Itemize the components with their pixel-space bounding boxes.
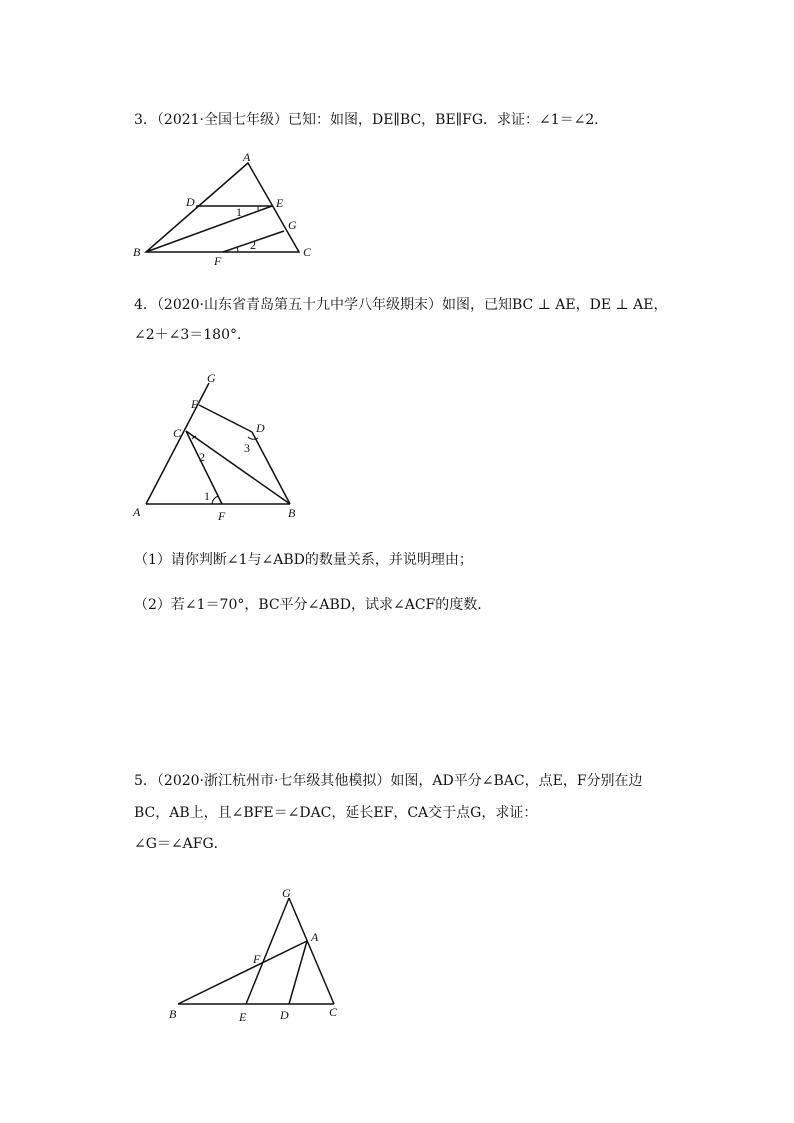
label-f: F [253, 952, 261, 966]
problem-4-statement-line-1: 4．（2020·山东省青岛第五十九中学八年级期末）如图，已知BC ⊥ AE，DE ⊥ AE， [134, 297, 668, 313]
label-a: A [311, 930, 319, 944]
label-d: D [256, 421, 265, 435]
label-f: F [218, 509, 226, 523]
label-b: B [288, 506, 296, 520]
label-e: E [239, 1010, 247, 1024]
segment-ad [289, 941, 307, 1004]
label-f: F [214, 254, 222, 268]
problem-4-statement-line-2: ∠2＋∠3＝180°． [134, 327, 251, 343]
label-d: D [280, 1008, 289, 1022]
problem-5-statement-line-3: ∠G＝∠AFG． [134, 836, 228, 852]
label-g: G [288, 218, 297, 232]
label-c: C [173, 426, 182, 440]
segment-ba [178, 941, 307, 1004]
label-g: G [207, 371, 216, 385]
label-g: G [282, 886, 291, 900]
label-e: E [276, 196, 284, 210]
label-e: E [191, 397, 199, 411]
label-c: C [303, 245, 312, 259]
label-angle-2: 2 [250, 238, 256, 252]
label-a: A [133, 505, 141, 519]
label-angle-1: 1 [204, 489, 210, 503]
problem-4-question-2: （2）若∠1＝70°，BC平分∠ABD，试求∠ACF的度数． [134, 597, 492, 613]
label-angle-3: 3 [244, 441, 250, 455]
label-d: D [186, 195, 195, 209]
problem-3-statement: 3．（2021·全国七年级）已知：如图，DE∥BC，BE∥FG．求证：∠1＝∠2． [134, 112, 609, 128]
segment-ge [246, 898, 289, 1004]
problem-5-statement-line-2: BC，AB上，且∠BFE＝∠DAC，延长EF，CA交于点G，求证： [134, 805, 538, 821]
problem-5-statement-line-1: 5．（2020·浙江杭州市·七年级其他模拟）如图，AD平分∠BAC，点E，F分别在边 [134, 773, 643, 789]
label-angle-2: 2 [199, 450, 205, 464]
problem-4-question-1: （1）请你判断∠1与∠ABD的数量关系，并说明理由； [134, 552, 473, 568]
label-angle-1: 1 [236, 205, 242, 219]
label-a: A [243, 150, 251, 164]
segment-gc [289, 898, 334, 1004]
label-c: C [329, 1005, 338, 1019]
label-b: B [169, 1007, 177, 1021]
label-b: B [133, 245, 141, 259]
